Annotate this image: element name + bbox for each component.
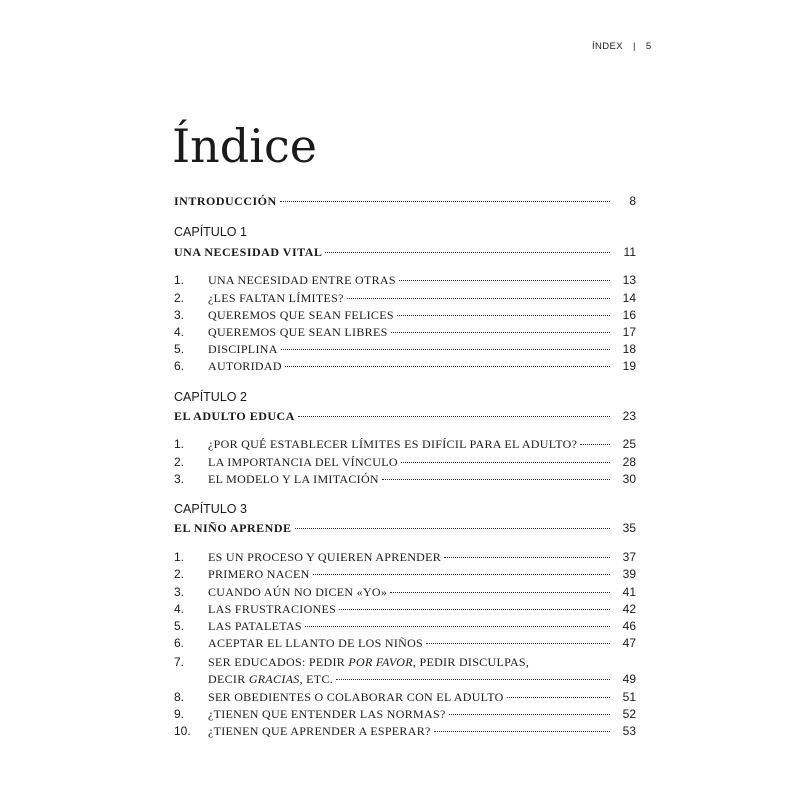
toc-entry-page: 18 [622,342,636,356]
dot-leader [444,557,610,558]
toc-entry-section[interactable] [174,706,634,722]
dot-leader [391,332,610,333]
toc-entry-chapter[interactable] [174,408,634,424]
toc-entry-title: LAS FRUSTRACIONES [208,602,337,616]
toc-entry-page: 46 [622,619,636,633]
toc-entry-page: 49 [622,672,636,686]
toc-entry-page: 52 [622,707,636,721]
toc-entry-section[interactable] [174,618,634,634]
running-head-section: ÍNDEX [592,41,624,52]
toc-entry-number: 9. [174,707,185,721]
running-head-separator: | [633,41,636,52]
toc-entry-page: 13 [622,273,636,287]
toc-entry-section[interactable] [174,723,634,739]
dot-leader [280,201,610,202]
dot-leader [580,444,610,445]
dot-leader [298,416,610,417]
toc-entry-introduction[interactable] [174,193,634,209]
chapter-label: CAPÍTULO 2 [174,390,247,404]
chapter-label: CAPÍTULO 3 [174,502,247,516]
toc-entry-title: PRIMERO NACEN [208,567,310,581]
toc-entry-title: SER OBEDIENTES O COLABORAR CON EL ADULTO [208,690,504,704]
dot-leader [401,462,610,463]
toc-entry-page: 51 [622,690,636,704]
toc-entry-title: ¿TIENEN QUE ENTENDER LAS NORMAS? [208,707,446,721]
dot-leader [399,280,610,281]
dot-leader [449,714,610,715]
toc-entry-title: DISCIPLINA [208,342,278,356]
dot-leader [325,252,610,253]
toc-entry-title: LAS PATALETAS [208,619,302,633]
toc-entry-section[interactable] [174,454,634,470]
dot-leader [281,349,610,350]
toc-entry-page: 53 [622,724,636,738]
toc-entry-title: LA IMPORTANCIA DEL VÍNCULO [208,455,398,469]
toc-entry-title: EL ADULTO EDUCA [174,409,295,423]
dot-leader [397,315,610,316]
toc-entry-page: 37 [622,550,636,564]
toc-entry-page: 35 [622,521,636,535]
toc-entry-section[interactable] [174,436,634,452]
toc-entry-section[interactable] [174,272,634,288]
toc-entry-page: 28 [622,455,636,469]
toc-entry-number: 2. [174,455,185,469]
toc-entry-page: 39 [622,567,636,581]
dot-leader [285,366,610,367]
toc-entry-section[interactable] [174,324,634,340]
running-head-page-number: 5 [645,41,652,52]
toc-entry-title: EL MODELO Y LA IMITACIÓN [208,472,379,486]
toc-entry-title: INTRODUCCIÓN [174,194,277,208]
toc-entry-section[interactable] [174,566,634,582]
dot-leader [295,528,610,529]
toc-entry-number: 3. [174,472,185,486]
dot-leader [336,679,610,680]
toc-entry-section[interactable] [174,601,634,617]
toc-entry-section[interactable] [174,471,634,487]
dot-leader [347,298,610,299]
toc-entry-title-line-2: DECIR GRACIAS, ETC. [208,672,334,686]
toc-entry-title: ¿LES FALTAN LÍMITES? [208,291,344,305]
toc-entry-title: AUTORIDAD [208,359,282,373]
toc-entry-page: 42 [622,602,636,616]
dot-leader [313,574,610,575]
toc-entry-title: ACEPTAR EL LLANTO DE LOS NIÑOS [208,636,424,650]
dot-leader [305,626,610,627]
toc-entry-title-line-1: SER EDUCADOS: PEDIR POR FAVOR, PEDIR DISCULPAS, [208,655,530,669]
toc-entry-page: 25 [622,437,636,451]
toc-entry-title: CUANDO AÚN NO DICEN «YO» [208,585,388,599]
toc-entry-chapter[interactable] [174,244,634,260]
toc-entry-page: 17 [622,325,636,339]
dot-leader [426,643,610,644]
toc-entry-title: ¿TIENEN QUE APRENDER A ESPERAR? [208,724,431,738]
toc-entry-number: 4. [174,325,185,339]
toc-entry-number: 1. [174,273,185,287]
toc-entry-section[interactable] [174,549,634,565]
toc-entry-section[interactable] [174,689,634,705]
toc-entry-number: 1. [174,437,185,451]
toc-entry-number: 3. [174,308,185,322]
toc-entry-title: UNA NECESIDAD ENTRE OTRAS [208,273,396,287]
toc-entry-chapter[interactable] [174,520,634,536]
toc-entry-page: 14 [622,291,636,305]
toc-entry-title: ES UN PROCESO Y QUIEREN APRENDER [208,550,442,564]
toc-entry-page: 47 [622,636,636,650]
toc-entry-number: 2. [174,291,185,305]
dot-leader [434,731,610,732]
toc-entry-number: 5. [174,619,185,633]
toc-entry-section-continuation[interactable] [208,671,634,687]
toc-entry-title: QUEREMOS QUE SEAN FELICES [208,308,394,322]
toc-entry-title: QUEREMOS QUE SEAN LIBRES [208,325,388,339]
toc-entry-number: 4. [174,602,185,616]
toc-entry-section[interactable] [174,635,634,651]
toc-entry-section[interactable] [174,584,634,600]
toc-entry-page: 19 [622,359,636,373]
dot-leader [382,479,610,480]
toc-entry-number: 6. [174,359,185,373]
toc-entry-section[interactable] [174,307,634,323]
dot-leader [339,609,610,610]
toc-entry-section[interactable] [174,341,634,357]
toc-entry-section-multiline[interactable] [174,654,634,670]
toc-entry-number: 3. [174,585,185,599]
toc-entry-number: 5. [174,342,185,356]
toc-entry-title: EL NIÑO APRENDE [174,521,292,535]
toc-entry-number: 2. [174,567,185,581]
toc-entry-page: 11 [623,245,636,259]
toc-entry-title: ¿POR QUÉ ESTABLECER LÍMITES ES DIFÍCIL PARA EL ADULTO? [208,437,578,451]
toc-entry-number: 7. [174,655,185,669]
toc-entry-title: UNA NECESIDAD VITAL [174,245,323,259]
toc-entry-number: 1. [174,550,185,564]
toc-entry-section[interactable] [174,290,634,306]
chapter-label: CAPÍTULO 1 [174,225,247,239]
dot-leader [507,697,610,698]
dot-leader [390,592,610,593]
toc-entry-page: 41 [622,585,636,599]
toc-entry-number: 6. [174,636,185,650]
toc-entry-page: 16 [622,308,636,322]
toc-entry-section[interactable] [174,358,634,374]
toc-entry-number: 10. [174,724,191,738]
toc-entry-page: 23 [622,409,636,423]
toc-entry-page: 8 [629,194,636,208]
toc-entry-number: 8. [174,690,185,704]
page-title: Índice [172,118,317,173]
toc-entry-page: 30 [622,472,636,486]
